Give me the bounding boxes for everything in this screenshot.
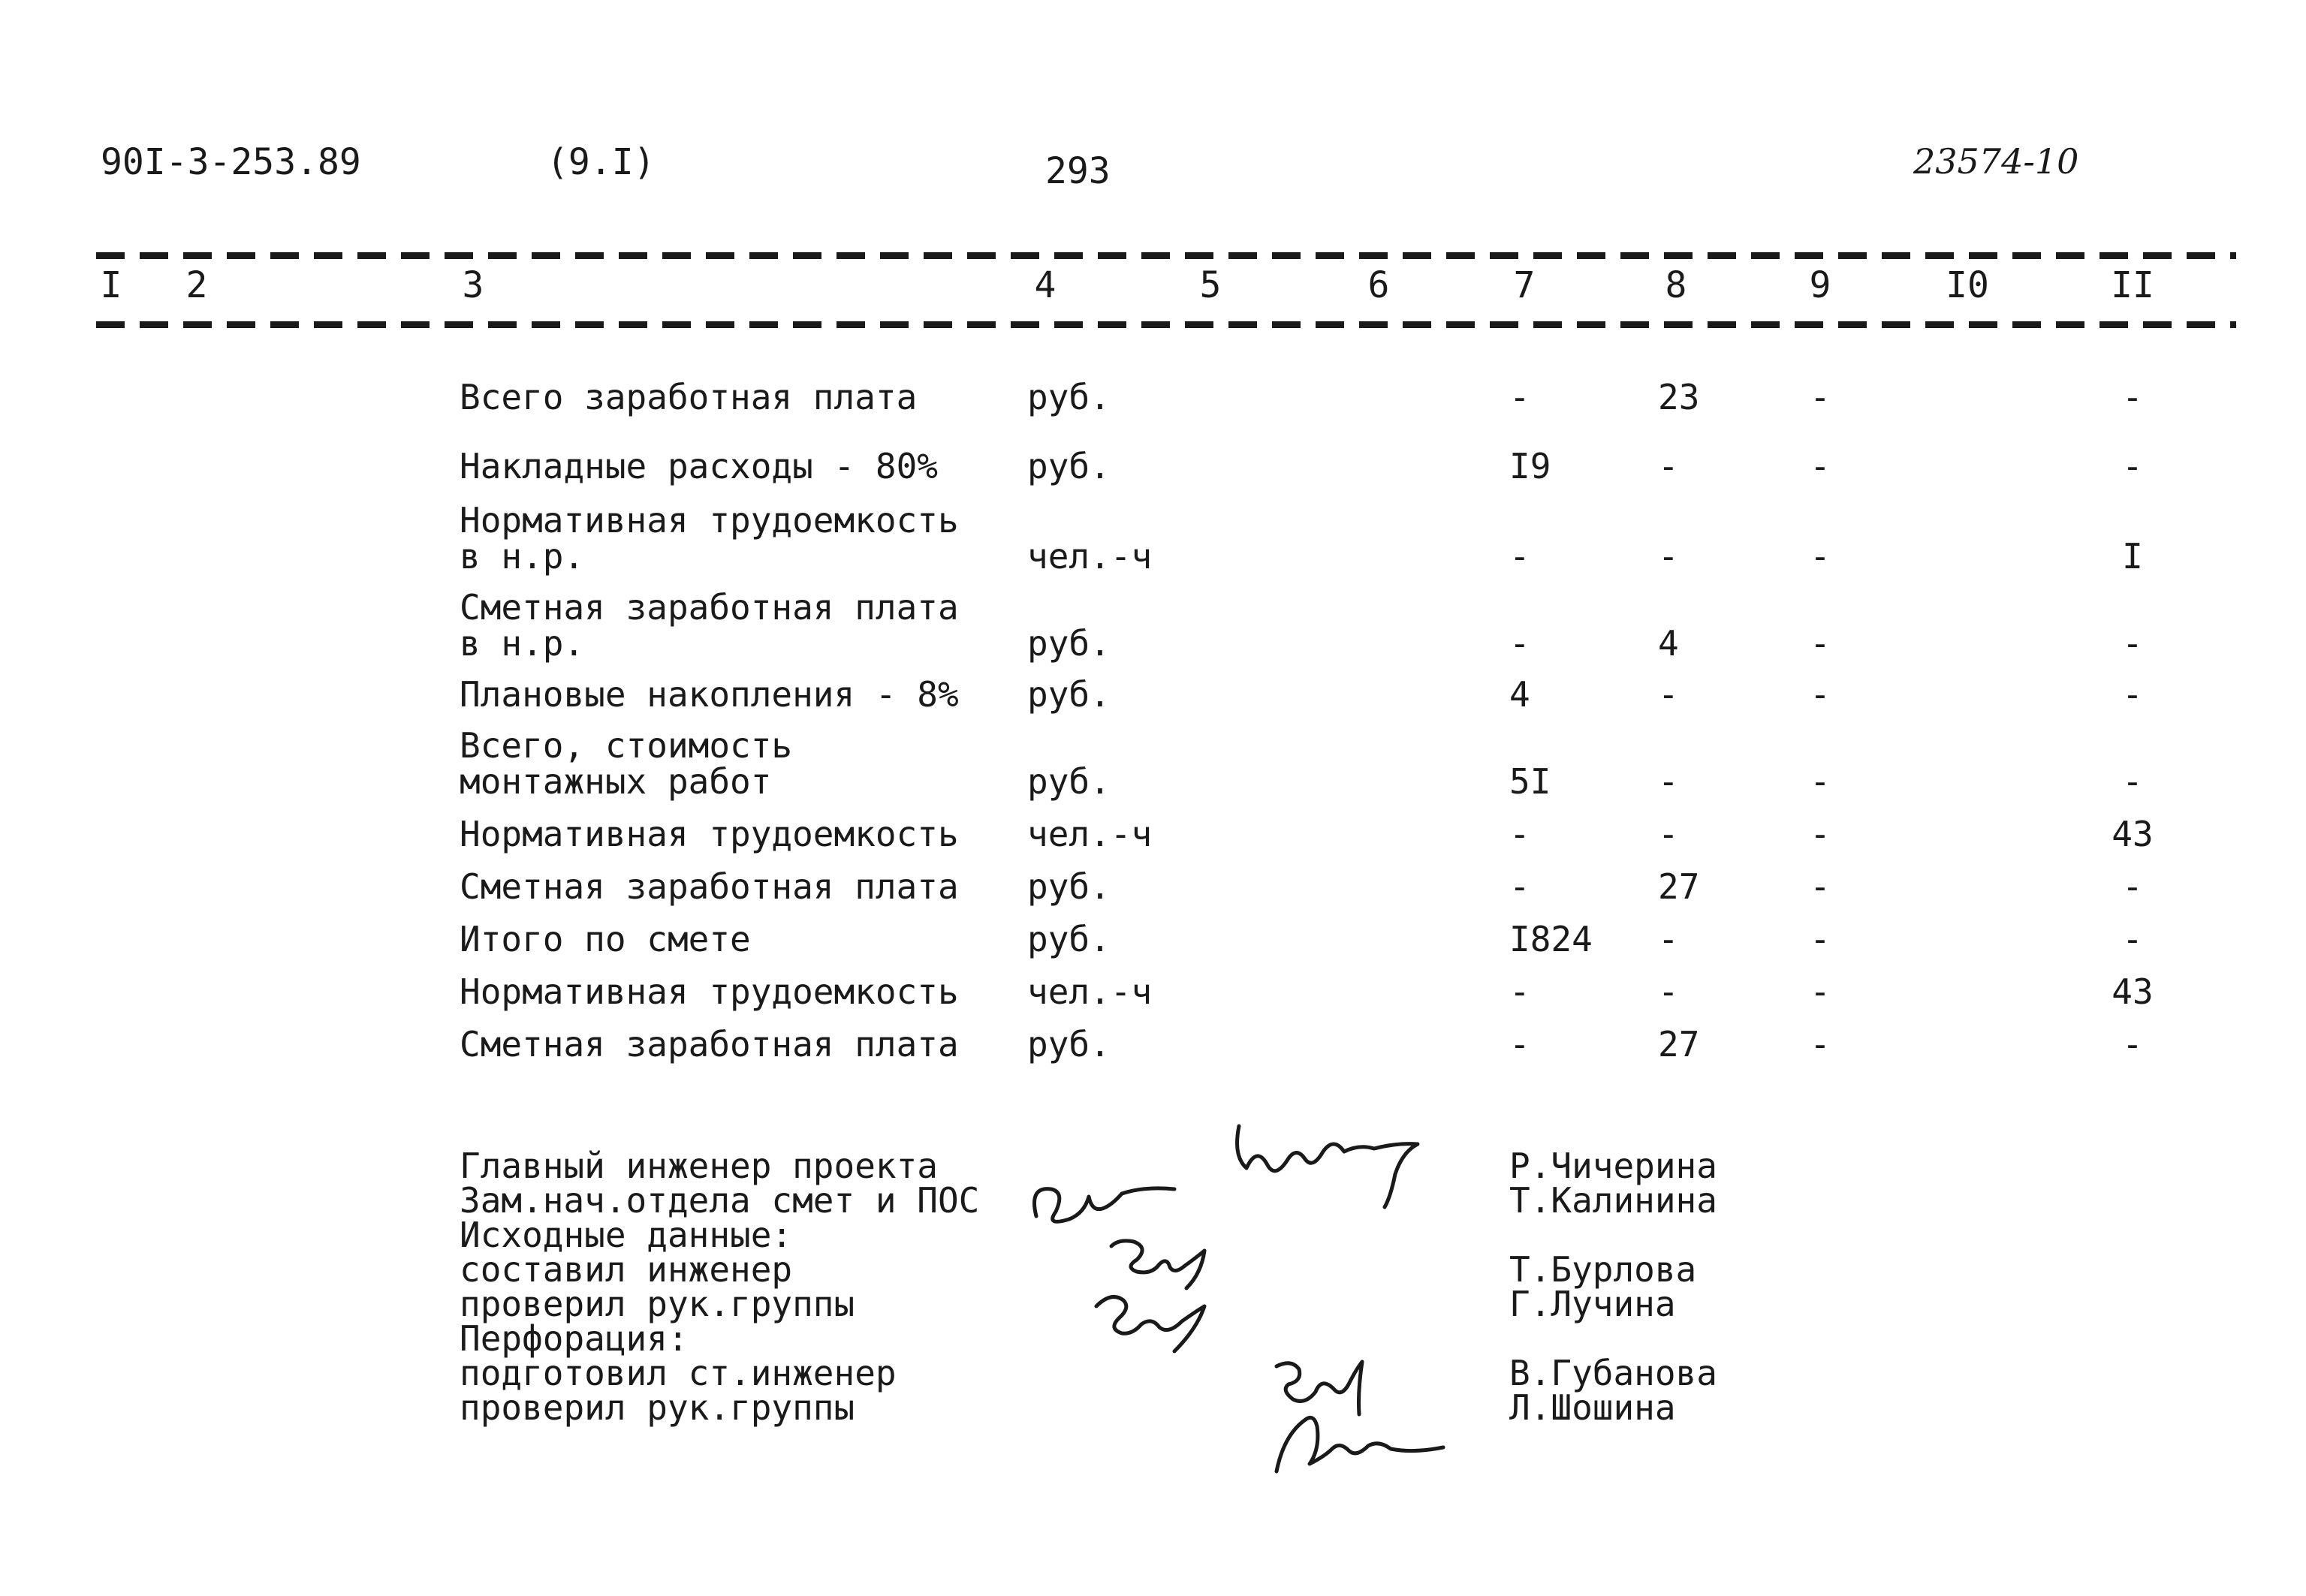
- row-c11: -: [2122, 446, 2143, 486]
- row-unit: чел.-ч: [1027, 971, 1153, 1012]
- row-description: в н.р.: [460, 536, 585, 577]
- column-header-4: 4: [1034, 264, 1057, 306]
- row-description: Сметная заработная плата: [460, 1024, 959, 1065]
- column-header-3: 3: [462, 264, 484, 306]
- row-description: Нормативная трудоемкость: [460, 500, 959, 541]
- row-unit: руб.: [1027, 761, 1111, 802]
- document-code: 90I-3-253.89: [101, 141, 361, 183]
- row-unit: руб.: [1027, 674, 1111, 715]
- row-unit: руб.: [1027, 446, 1111, 486]
- row-description: в н.р.: [460, 623, 585, 664]
- row-c9: -: [1810, 377, 1831, 417]
- signatory-name: Г.Лучина: [1509, 1284, 1676, 1324]
- row-c9: -: [1810, 446, 1831, 486]
- row-unit: руб.: [1027, 377, 1111, 417]
- row-c11: -: [2122, 377, 2143, 417]
- row-c11: -: [2122, 623, 2143, 664]
- signatory-name: Т.Бурлова: [1509, 1249, 1697, 1290]
- row-c7: -: [1509, 971, 1530, 1012]
- signature-burlova: [1111, 1241, 1204, 1288]
- row-c11: -: [2122, 866, 2143, 907]
- row-c8: -: [1658, 814, 1679, 854]
- row-description: монтажных работ: [460, 761, 772, 802]
- row-c9: -: [1810, 919, 1831, 959]
- row-c8: -: [1658, 919, 1679, 959]
- row-c11: 43: [2112, 971, 2154, 1012]
- row-description: Плановые накопления - 8%: [460, 674, 959, 715]
- row-c7: -: [1509, 1024, 1530, 1065]
- signature-label: Главный инженер проекта: [460, 1146, 938, 1186]
- signature-label: проверил рук.группы: [460, 1387, 855, 1428]
- row-c11: -: [2122, 761, 2143, 802]
- column-header-7: 7: [1513, 264, 1536, 306]
- row-c9: -: [1810, 761, 1831, 802]
- row-c8: -: [1658, 446, 1679, 486]
- column-header-11: II: [2111, 264, 2154, 306]
- row-c8: 27: [1658, 866, 1700, 907]
- row-c7: 5I: [1509, 761, 1551, 802]
- row-c8: 27: [1658, 1024, 1700, 1065]
- row-description: Всего заработная плата: [460, 377, 918, 417]
- signatory-name: Т.Калинина: [1509, 1180, 1717, 1221]
- row-c9: -: [1810, 814, 1831, 854]
- row-c7: -: [1509, 623, 1530, 664]
- column-header-5: 5: [1199, 264, 1222, 306]
- row-c7: I824: [1509, 919, 1593, 959]
- row-unit: руб.: [1027, 866, 1111, 907]
- row-c11: 43: [2112, 814, 2154, 854]
- signature-label: составил инженер: [460, 1249, 793, 1290]
- row-c7: 4: [1509, 674, 1530, 715]
- signature-label: Исходные данные:: [460, 1215, 793, 1255]
- row-c8: -: [1658, 761, 1679, 802]
- signature-label: Перфорация:: [460, 1318, 689, 1359]
- row-c7: -: [1509, 866, 1530, 907]
- row-c7: -: [1509, 814, 1530, 854]
- row-c7: -: [1509, 536, 1530, 577]
- signature-luchina: [1096, 1297, 1204, 1352]
- row-description: Итого по смете: [460, 919, 751, 959]
- signature-shoshina: [1277, 1417, 1443, 1471]
- column-header-2: 2: [185, 264, 208, 306]
- row-c8: 4: [1658, 623, 1679, 664]
- signature-label: Зам.нач.отдела смет и ПОС: [460, 1180, 980, 1221]
- signature-label: подготовил ст.инженер: [460, 1353, 897, 1393]
- row-c9: -: [1810, 674, 1831, 715]
- row-c9: -: [1810, 1024, 1831, 1065]
- row-description: Всего, стоимость: [460, 725, 793, 766]
- section-number: (9.I): [547, 141, 656, 183]
- row-c7: -: [1509, 377, 1530, 417]
- row-unit: руб.: [1027, 1024, 1111, 1065]
- row-c8: -: [1658, 674, 1679, 715]
- row-c11: I: [2122, 536, 2143, 577]
- row-c9: -: [1810, 971, 1831, 1012]
- signatory-name: Р.Чичерина: [1509, 1146, 1717, 1186]
- column-header-9: 9: [1809, 264, 1831, 306]
- row-c11: -: [2122, 919, 2143, 959]
- signatory-name: Л.Шошина: [1509, 1387, 1676, 1428]
- row-c7: I9: [1509, 446, 1551, 486]
- row-unit: чел.-ч: [1027, 814, 1153, 854]
- row-c9: -: [1810, 866, 1831, 907]
- signature-label: проверил рук.группы: [460, 1284, 855, 1324]
- row-unit: руб.: [1027, 623, 1111, 664]
- row-description: Нормативная трудоемкость: [460, 971, 959, 1012]
- signature-gubanova: [1277, 1362, 1362, 1414]
- row-c8: -: [1658, 971, 1679, 1012]
- row-c8: 23: [1658, 377, 1700, 417]
- signature-kalinina: [1035, 1188, 1175, 1221]
- handwritten-reference: 23574-10: [1913, 141, 2079, 182]
- row-description: Накладные расходы - 80%: [460, 446, 938, 486]
- row-unit: руб.: [1027, 919, 1111, 959]
- column-header-6: 6: [1367, 264, 1390, 306]
- signature-chicherina: [1237, 1126, 1418, 1207]
- column-header-10: I0: [1946, 264, 1989, 306]
- column-header-8: 8: [1665, 264, 1687, 306]
- row-c9: -: [1810, 536, 1831, 577]
- row-c11: -: [2122, 1024, 2143, 1065]
- column-header-1: I: [100, 264, 122, 306]
- row-c8: -: [1658, 536, 1679, 577]
- row-description: Сметная заработная плата: [460, 587, 959, 628]
- row-description: Сметная заработная плата: [460, 866, 959, 907]
- row-c9: -: [1810, 623, 1831, 664]
- signatory-name: В.Губанова: [1509, 1353, 1717, 1393]
- page-number: 293: [1045, 150, 1111, 192]
- row-unit: чел.-ч: [1027, 536, 1153, 577]
- row-c11: -: [2122, 674, 2143, 715]
- row-description: Нормативная трудоемкость: [460, 814, 959, 854]
